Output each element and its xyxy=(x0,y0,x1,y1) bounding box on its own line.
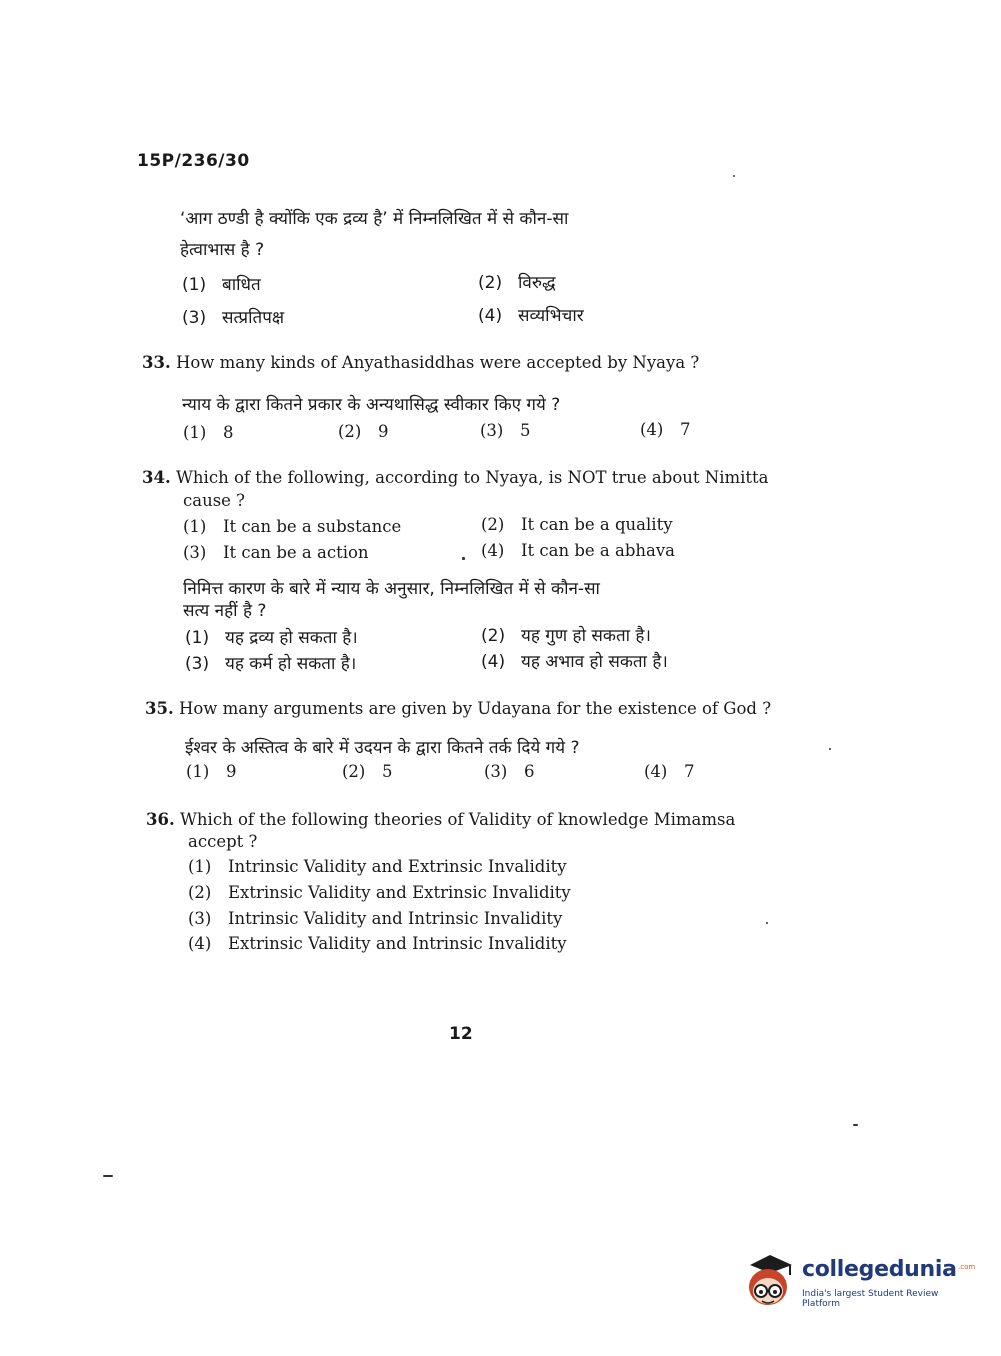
q33-question-english xyxy=(142,353,699,372)
option-number: (1) xyxy=(183,517,207,536)
q36-question-english-line2: accept ? xyxy=(188,832,258,851)
option-number: (3) xyxy=(188,909,212,928)
q36-option-4 xyxy=(188,934,567,953)
brand-domain-suffix: .com xyxy=(958,1263,976,1271)
q35-question-hindi: ईश्वर के अस्तित्व के बारे में उदयन के द्वारा कितने तर्क दिये गये ? xyxy=(185,738,580,758)
q33-option-4 xyxy=(640,420,691,439)
option-number: (2) xyxy=(481,515,505,534)
option-text: यह द्रव्य हो सकता है। xyxy=(225,628,358,648)
q36-number: 36. xyxy=(146,810,175,829)
option-number: (4) xyxy=(481,652,506,672)
q35-number: 35. xyxy=(145,699,174,718)
option-text: 5 xyxy=(382,762,393,781)
q33-option-3 xyxy=(480,421,531,440)
option-text: यह गुण हो सकता है। xyxy=(521,626,651,646)
q33-option-2 xyxy=(338,422,389,441)
option-number: (1) xyxy=(186,762,210,781)
option-text: Intrinsic Validity and Intrinsic Invalidity xyxy=(228,909,563,928)
scan-speck xyxy=(766,922,768,924)
option-number: (1) xyxy=(183,423,207,442)
q34-option-en-1 xyxy=(183,517,401,536)
option-text: 9 xyxy=(378,422,389,441)
q36-option-2 xyxy=(188,883,571,902)
q32-hindi-line2: हेत्वाभास है ? xyxy=(180,240,265,260)
option-text: It can be a quality xyxy=(521,515,673,534)
q32-option-3 xyxy=(182,305,284,328)
q33-option-1 xyxy=(183,423,234,442)
q32-option-1 xyxy=(182,272,261,295)
q35-option-4 xyxy=(644,762,695,781)
option-number: (3) xyxy=(182,308,207,328)
q34-question-hindi-line1: निमित्त कारण के बारे में न्याय के अनुसार, निम्नलिखित में से कौन-सा xyxy=(183,579,600,599)
option-number: (4) xyxy=(481,541,505,560)
q34-number: 34. xyxy=(142,468,171,487)
option-text: 7 xyxy=(684,762,695,781)
option-text: It can be a abhava xyxy=(521,541,676,560)
q35-option-2 xyxy=(342,762,393,781)
option-number: (3) xyxy=(484,762,508,781)
option-text: 6 xyxy=(524,762,535,781)
mascot-logo-icon xyxy=(742,1251,800,1317)
q34-option-hi-1 xyxy=(185,625,358,648)
q35-question-english xyxy=(145,699,771,718)
option-text: यह अभाव हो सकता है। xyxy=(521,652,668,672)
q36-question-english-line1 xyxy=(146,810,735,829)
q36-english-text: Which of the following theories of Validity of knowledge Mimamsa xyxy=(179,810,736,829)
q34-question-english-line2: cause ? xyxy=(183,491,246,510)
option-number: (4) xyxy=(644,762,668,781)
option-number: (3) xyxy=(185,654,210,674)
option-number: (2) xyxy=(188,883,212,902)
paper-code: 15P/236/30 xyxy=(137,151,250,171)
collegedunia-watermark xyxy=(742,1251,976,1317)
option-number: (2) xyxy=(478,273,503,293)
scan-speck xyxy=(853,1124,858,1126)
option-number: (4) xyxy=(188,934,212,953)
q32-option-4 xyxy=(478,303,584,326)
q32-hindi-line1: ‘आग ठण्डी है क्योंकि एक द्रव्य है’ में निम्नलिखित में से कौन-सा xyxy=(180,209,569,229)
option-text: Intrinsic Validity and Extrinsic Invalidity xyxy=(228,857,567,876)
option-text: It can be a action xyxy=(223,543,369,562)
q33-number: 33. xyxy=(142,353,171,372)
option-text: सत्प्रतिपक्ष xyxy=(222,308,285,328)
option-text: 8 xyxy=(223,423,234,442)
option-text: 5 xyxy=(520,421,531,440)
option-text: बाधित xyxy=(222,275,261,295)
option-text: It can be a substance xyxy=(223,517,402,536)
option-number: (2) xyxy=(338,422,362,441)
option-text: 9 xyxy=(226,762,237,781)
page-number: 12 xyxy=(449,1024,473,1044)
q34-option-hi-2 xyxy=(481,623,651,646)
scan-speck xyxy=(829,748,831,750)
option-number: (4) xyxy=(478,306,503,326)
q34-option-en-2 xyxy=(481,515,673,534)
scan-speck xyxy=(103,1175,113,1177)
scan-speck xyxy=(733,175,735,177)
option-number: (1) xyxy=(188,857,212,876)
q35-option-3 xyxy=(484,762,535,781)
scan-speck xyxy=(462,557,465,560)
option-text: Extrinsic Validity and Extrinsic Invalidity xyxy=(228,883,571,902)
q36-option-3 xyxy=(188,909,562,928)
q34-option-hi-3 xyxy=(185,651,356,674)
q33-english-text: How many kinds of Anyathasiddhas were accepted by Nyaya ? xyxy=(175,353,700,372)
q34-option-hi-4 xyxy=(481,649,668,672)
brand-name: collegedunia xyxy=(802,1257,957,1282)
q33-question-hindi: न्याय के द्वारा कितने प्रकार के अन्यथासिद्ध स्वीकार किए गये ? xyxy=(182,395,561,415)
q34-question-hindi-line2: सत्य नहीं है ? xyxy=(183,601,267,621)
option-number: (2) xyxy=(342,762,366,781)
option-text: सव्यभिचार xyxy=(518,306,584,326)
q34-question-english-line1 xyxy=(142,468,769,487)
option-number: (1) xyxy=(182,275,207,295)
option-number: (3) xyxy=(480,421,504,440)
q34-option-en-3 xyxy=(183,543,369,562)
option-number: (4) xyxy=(640,420,664,439)
q35-option-1 xyxy=(186,762,237,781)
q36-option-1 xyxy=(188,857,567,876)
option-number: (3) xyxy=(183,543,207,562)
q34-english-text: Which of the following, according to Nyaya, is NOT true about Nimitta xyxy=(175,468,769,487)
option-text: 7 xyxy=(680,420,691,439)
q35-english-text: How many arguments are given by Udayana for the existence of God ? xyxy=(178,699,772,718)
option-text: यह कर्म हो सकता है। xyxy=(225,654,357,674)
option-text: विरुद्ध xyxy=(518,273,556,293)
option-number: (1) xyxy=(185,628,210,648)
option-number: (2) xyxy=(481,626,506,646)
brand-tagline: India's largest Student Review Platform xyxy=(802,1289,939,1309)
q34-option-en-4 xyxy=(481,541,675,560)
option-text: Extrinsic Validity and Intrinsic Invalidity xyxy=(228,934,567,953)
q32-option-2 xyxy=(478,270,556,293)
